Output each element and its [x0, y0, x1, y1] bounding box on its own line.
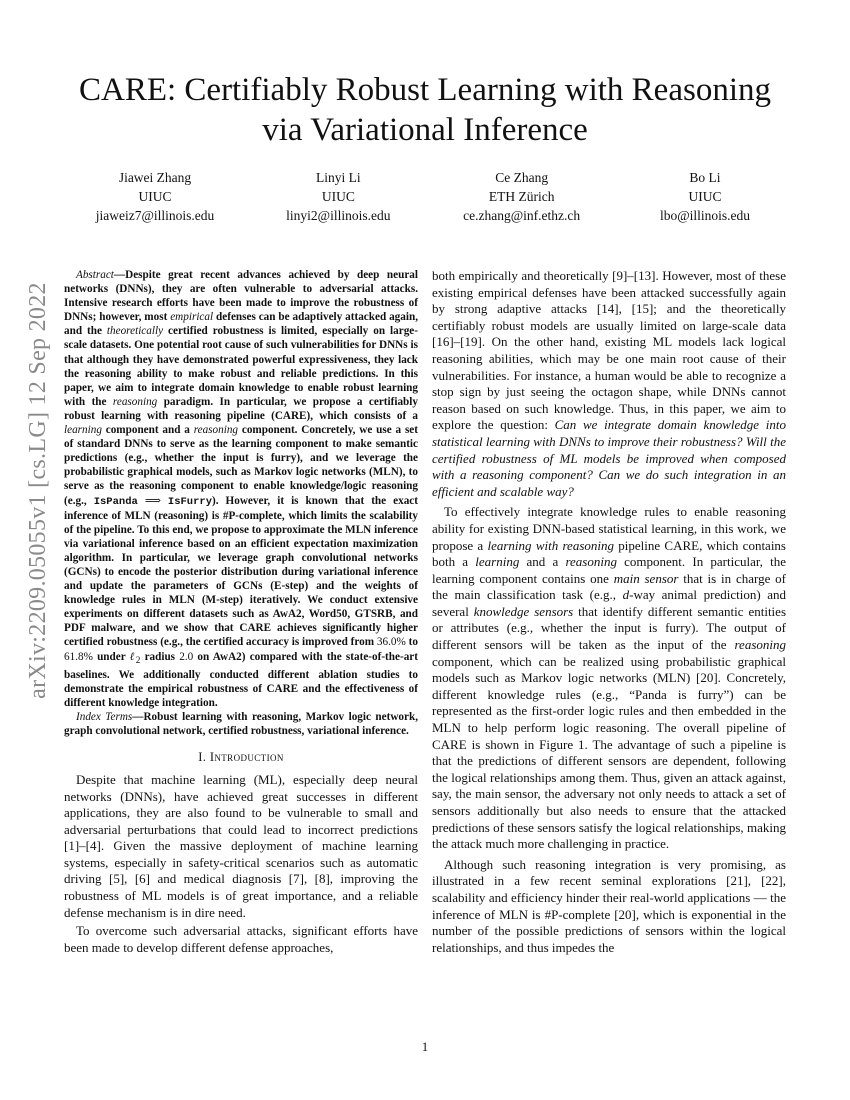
- author-affiliation: UIUC: [321, 189, 355, 204]
- abstract-text: under: [92, 650, 130, 663]
- abstract-text: certified robustness is limited, especially on large-scale datasets. One potential root cause of such vulnerabilities for DNNs is that although they have demonstrated powerful expressiveness, they lack the reasoning ability to make robust and reliable predictions. In this paper, we aim to integrate domain knowledge to enable robust learning with the: [64, 325, 418, 408]
- author-4: [640, 168, 770, 225]
- norm-subscript: 2: [135, 655, 141, 666]
- abstract-label: Abstract: [76, 269, 114, 281]
- author-email: lbo@illinois.edu: [659, 208, 751, 223]
- body-text: that is in charge of the main classification task (e.g.,: [432, 570, 787, 603]
- abstract-text: defenses can be adaptively attacked again, and the: [64, 311, 419, 338]
- abstract-text: —Despite great recent advances achieved by deep neural networks (DNNs), they are often vulnerable to adversarial attacks. Intensive research efforts have been made to improve the robustness of DNNs; however, most: [64, 269, 418, 324]
- abstract: [64, 268, 418, 710]
- body-text: component, which can be realized using probabilistic graphical models such as Markov logic networks (MLN) [20]. Concretely, different knowledge rules (e.g., “Panda is furry”) can be represented as the first-order logic rules and then embedded in the MLN to help perform logic reasoning. The overall pipeline of CARE is shown in Figure 1. The advantage of such a pipeline is that the predictions of different sensors are dependent, following the logical relationships among them. Thus, given an attack against, say, the main sensor, the adversary not only needs to attack a set of sensors additionally but also needs to ensure that the attacked predictions of these sensors satisfy the logical relationships, making the attack much more challenging in practice.: [432, 653, 786, 852]
- body-emphasis: learning: [475, 554, 520, 570]
- abstract-text: paradigm. In particular, we propose a certifiably robust learning with reasoning pipeline (CARE), which consists of a: [64, 395, 418, 422]
- paper-title: CARE: Certifiably Robust Learning with Reasoning via Variational Inference: [78, 72, 771, 148]
- research-questions: Can we integrate domain knowledge into statistical learning with DNNs to improve their robustness? Will the certified robustness of ML models be improved when composed with a reasoning component? Can we do such integration in an efficient and scalable way?: [432, 417, 786, 499]
- author-1: [90, 168, 220, 225]
- intro-paragraph-2: To overcome such adversarial attacks, significant efforts have been made to develop different defense approaches,: [64, 923, 418, 955]
- author-email: linyi2@illinois.edu: [286, 208, 391, 223]
- abstract-emphasis: reasoning: [112, 395, 158, 408]
- abstract-text: radius: [140, 650, 180, 663]
- abstract-text: ). However, it is known that the exact inference of MLN (reasoning) is #P-complete, which limits the scalability of the pipeline. To this end, we propose to approximate the MLN inference via variational inference based on an efficient expectation maximization algorithm. In particular, we leverage graph convolutional networks (GCNs) to encode the posterior distribution during variational inference and update the parameters of GCNs (E-step) and the weights of knowledge rules in MLN (M-step) iteratively. We conduct extensive experiments on different datasets such as AwA2, Word50, GTSRB, and PDF malware, and we show that CARE achieves significantly higher certified robustness (e.g., the certified accuracy is improved from: [64, 494, 418, 649]
- arxiv-identifier-stamp: [8, 281, 68, 699]
- intro-paragraph-pipeline: [432, 504, 786, 852]
- author-block: [90, 168, 770, 225]
- intro-paragraph-scalability: Although such reasoning integration is very promising, as illustrated in a few recent seminal explorations [21], [22], scalability and efficiency hinder their real-world applications — the inference of MLN is #P-complete [20], which is exponential in the number of the possible predictions of sensors within the logical relationships, and thus impedes the: [432, 856, 786, 955]
- body-text: component. In particular, the learning component contains one: [432, 554, 786, 586]
- abstract-emphasis: learning: [64, 424, 102, 437]
- author-name: Bo Li: [689, 170, 721, 185]
- abstract-text: component. Concretely, we use a set of standard DNNs to serve as the learning component to make semantic predictions (e.g., whether the input is furry), and we leverage the probabilistic graphical models, such as Markov logic networks (MLN), to serve as the reasoning component to enable knowledge/logic reasoning (e.g.,: [64, 424, 418, 507]
- body-emphasis: main sensor: [613, 570, 679, 586]
- page-number: 1: [421, 1040, 429, 1054]
- author-email: ce.zhang@inf.ethz.ch: [463, 208, 581, 223]
- code-isfurry: IsFurry: [167, 495, 213, 508]
- body-emphasis: knowledge sensors: [473, 603, 574, 619]
- abstract-text: component and a: [101, 424, 194, 437]
- abstract-value: 61.8%: [64, 650, 93, 663]
- abstract-emphasis: empirical: [170, 311, 214, 324]
- norm-symbol: ℓ: [129, 650, 136, 663]
- intro-paragraph-continued: [432, 268, 786, 500]
- abstract-text: on AwA2) compared with the state-of-the-art baselines. We additionally conducted different ablation studies to demonstrate the empirical robustness of CARE and the effectiveness of different knowledge integration.: [64, 650, 418, 710]
- body-text: pipeline CARE, which contains both a: [432, 537, 786, 570]
- arxiv-identifier-text: arXiv:2209.05055v1 [cs.LG] 12 Sep 2022: [24, 281, 51, 699]
- index-terms-text: —Robust learning with reasoning, Markov logic network, graph convolutional network, certified robustness, variational inference.: [64, 711, 419, 738]
- code-ispanda: IsPanda: [93, 495, 138, 508]
- body-text: and a: [519, 554, 566, 570]
- body-text: both empirically and theoretically [9]–[13]. However, most of these existing empirical defenses have been attacked successfully again by strong adaptive attacks [14], [15]; and the theoretically certifiably robust models are usually limited on large-scale data [16]–[19]. On the other hand, existing ML models lack logical reasoning abilities, which may be one main root cause of their vulnerabilities. For instance, a human would be able to recognize a stop sign by just seeing the octagon shape, while DNNs cannot reason based on such knowledge. Thus, in this paper, we aim to explore the question:: [432, 268, 786, 433]
- section-heading-introduction: I. Introduction: [198, 750, 284, 765]
- author-email: jiaweiz7@illinois.edu: [95, 208, 215, 223]
- index-terms: [64, 710, 418, 738]
- abstract-emphasis: reasoning: [193, 424, 239, 437]
- author-affiliation: UIUC: [138, 189, 172, 204]
- author-affiliation: ETH Zürich: [488, 189, 555, 204]
- abstract-value: 2.0: [179, 650, 194, 663]
- author-affiliation: UIUC: [688, 189, 722, 204]
- author-name: Linyi Li: [316, 170, 361, 185]
- author-name: Ce Zhang: [495, 170, 549, 185]
- author-2: [273, 168, 403, 225]
- implies-arrow: ⟹: [137, 494, 168, 507]
- left-column: [64, 268, 418, 956]
- body-text: To effectively integrate knowledge rules to enable reasoning ability for existing DNN-based statistical learning, in this work, we propose a: [432, 504, 786, 553]
- body-emphasis: reasoning: [565, 554, 617, 570]
- index-terms-label: Index Terms: [76, 711, 133, 724]
- intro-paragraph-1: Despite that machine learning (ML), especially deep neural networks (DNNs), have achieved great successes in different applications, they are also found to be vulnerable to small and adversarial perturbations that could lead to incorrect predictions [1]–[4]. Given the massive deployment of machine learning systems, especially in safety-critical scenarios such as automatic driving [5], [6] and medical diagnosis [7], [8], improving the robustness of ML models is of great importance, and a reliable defense mechanism is in dire need.: [64, 771, 418, 920]
- body-emphasis: d: [622, 587, 630, 603]
- author-3: [457, 168, 587, 225]
- body-text: that identify different semantic entities or attributes (e.g., whether the input is furry). The output of different sensors will be taken as the input of the: [432, 603, 786, 653]
- body-emphasis: learning with reasoning: [487, 537, 614, 553]
- abstract-value: 36.0%: [376, 636, 406, 649]
- abstract-emphasis: theoretically: [106, 325, 164, 338]
- body-emphasis: reasoning: [734, 637, 786, 653]
- author-name: Jiawei Zhang: [118, 170, 192, 185]
- right-column: [432, 268, 786, 956]
- body-text: -way animal prediction) and several: [432, 587, 786, 619]
- abstract-text: to: [405, 636, 418, 649]
